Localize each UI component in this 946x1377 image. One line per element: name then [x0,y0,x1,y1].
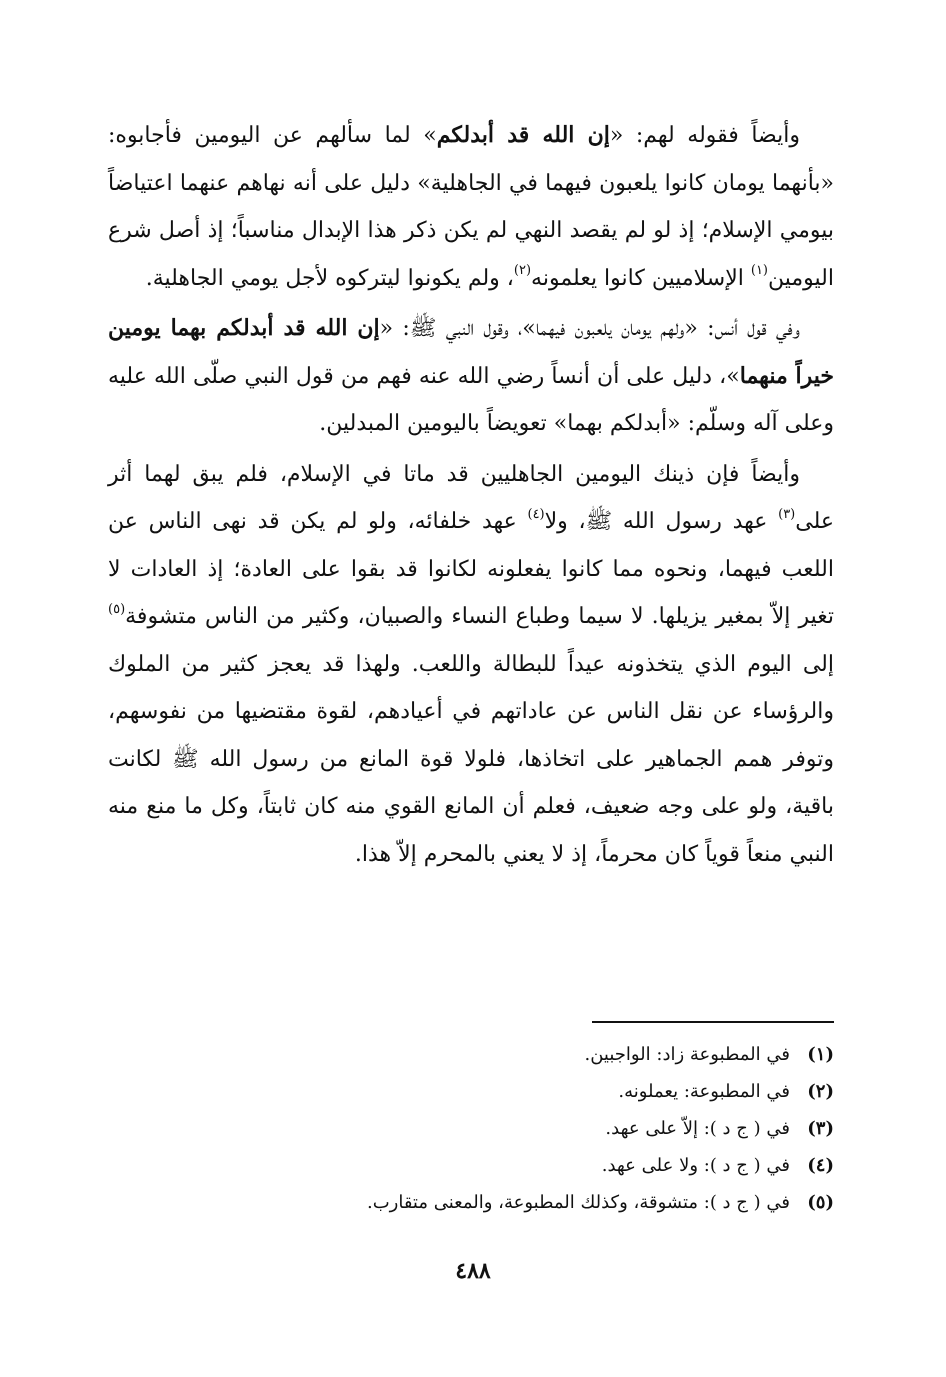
footnote-marker[interactable]: (٣) [778,506,796,522]
text-run: إلى اليوم الذي يتخذونه عيداً للبطالة واللعب. ولهذا قد يعجز كثير من الملوك والرؤساء عن نقل الناس عن عاداتهم في أعيادهم، لقوة مقتضيها من نفوسهم، وتوفر همم الجماهير على اتخاذها، فلولا قوة المانع من رسول الله ﷺ لكانت باقية، ولو على وجه ضعيف، فعلم أن المانع القوي منه كان ثابتاً، وكل ما منع منه النبي منعاً قوياً كان محرماً، إذ لا يعني بالمحرم إلاّ هذا. [108,651,834,867]
footnote-number: (٢) [807,1081,834,1102]
footnote-text: في ( ج د ): إلاّ على عهد. [605,1118,790,1139]
footnote-marker[interactable]: (٢) [513,263,532,279]
text-run: وأيضاً فقوله لهم: « [609,123,800,148]
footnotes [114,1036,834,1221]
text-run: » لما سألهم عن اليومين فأجابوه: «بأنهما يومان كانوا يلعبون فيهما في الجاهلية» دليل على أنه نهاهم عنهما اعتياضاً بيومي الإسلام؛ إذ لو لم يقصد النهي لم يكن ذكر هذا الإبدال مناسباً؛ إذ أصل شرع اليومين [108,123,834,291]
footnote-number: (٥) [807,1192,834,1213]
footnote-marker[interactable]: (١) [750,263,768,279]
footnote [114,1184,834,1221]
text-run: وأيضاً فإن ذينك اليومين الجاهليين قد ماتا في الإسلام، فلم يبق لهما أثر على [108,461,834,534]
footnote-separator [592,1021,834,1023]
bold-quote: إن الله قد أبدلكم بهما يومين خيراً منهما [108,315,835,389]
bold-quote: إن الله قد أبدلكم [436,122,610,148]
footnote-number: (٣) [807,1118,834,1139]
footnote-number: (١) [807,1044,834,1065]
text-run: »، دليل على أن أنساً رضي الله عنه فهم من قول النبي صلّى الله عليه وعلى آله وسلّم: «أبدلكم بهما» تعويضاً باليومين المبدلين. [108,363,834,436]
footnote-number: (٤) [807,1155,834,1176]
text-run: عهد خلفائه، ولو لم يكن قد نهى الناس عن اللعب فيهما، ونحوه مما كانوا يفعلونه لكانوا قد بقوا على العادة؛ إذ العادات لا تغير إلاّ بمغير يزيلها. لا سيما وطباع النساء والصبيان، وكثير من الناس متشوفة [108,509,834,629]
text-run: وفي قول أنس: «ولهم يومان يلعبون فيهما»، وقول النبي ﷺ: « [379,316,800,341]
footnote [114,1036,834,1073]
footnote-text: في ( ج د ): ولا على عهد. [601,1155,790,1176]
paragraph [108,451,834,879]
footnote-text: في ( ج د ): متشوقة، وكذلك المطبوعة، والمعنى متقارب. [366,1192,790,1213]
footnote-text: في المطبوعة زاد: الواجبين. [584,1044,790,1065]
page-number: ٤٨٨ [455,1258,491,1284]
footnote-marker[interactable]: (٤) [527,506,545,522]
footnote-text: في المطبوعة: يعملونه. [618,1081,790,1102]
paragraph [108,112,834,302]
paragraph [108,305,834,448]
main-text [108,112,834,878]
text-run: عهد رسول الله ﷺ، ولا [544,509,779,534]
footnote [114,1110,834,1147]
footnote [114,1147,834,1184]
footnote-marker[interactable]: (٥) [108,601,126,617]
footnote [114,1073,834,1110]
text-run: الإسلاميين كانوا يعلمونه [531,265,751,291]
text-run: ، ولم يكونوا ليتركوه لأجل يومي الجاهلية. [145,265,514,291]
